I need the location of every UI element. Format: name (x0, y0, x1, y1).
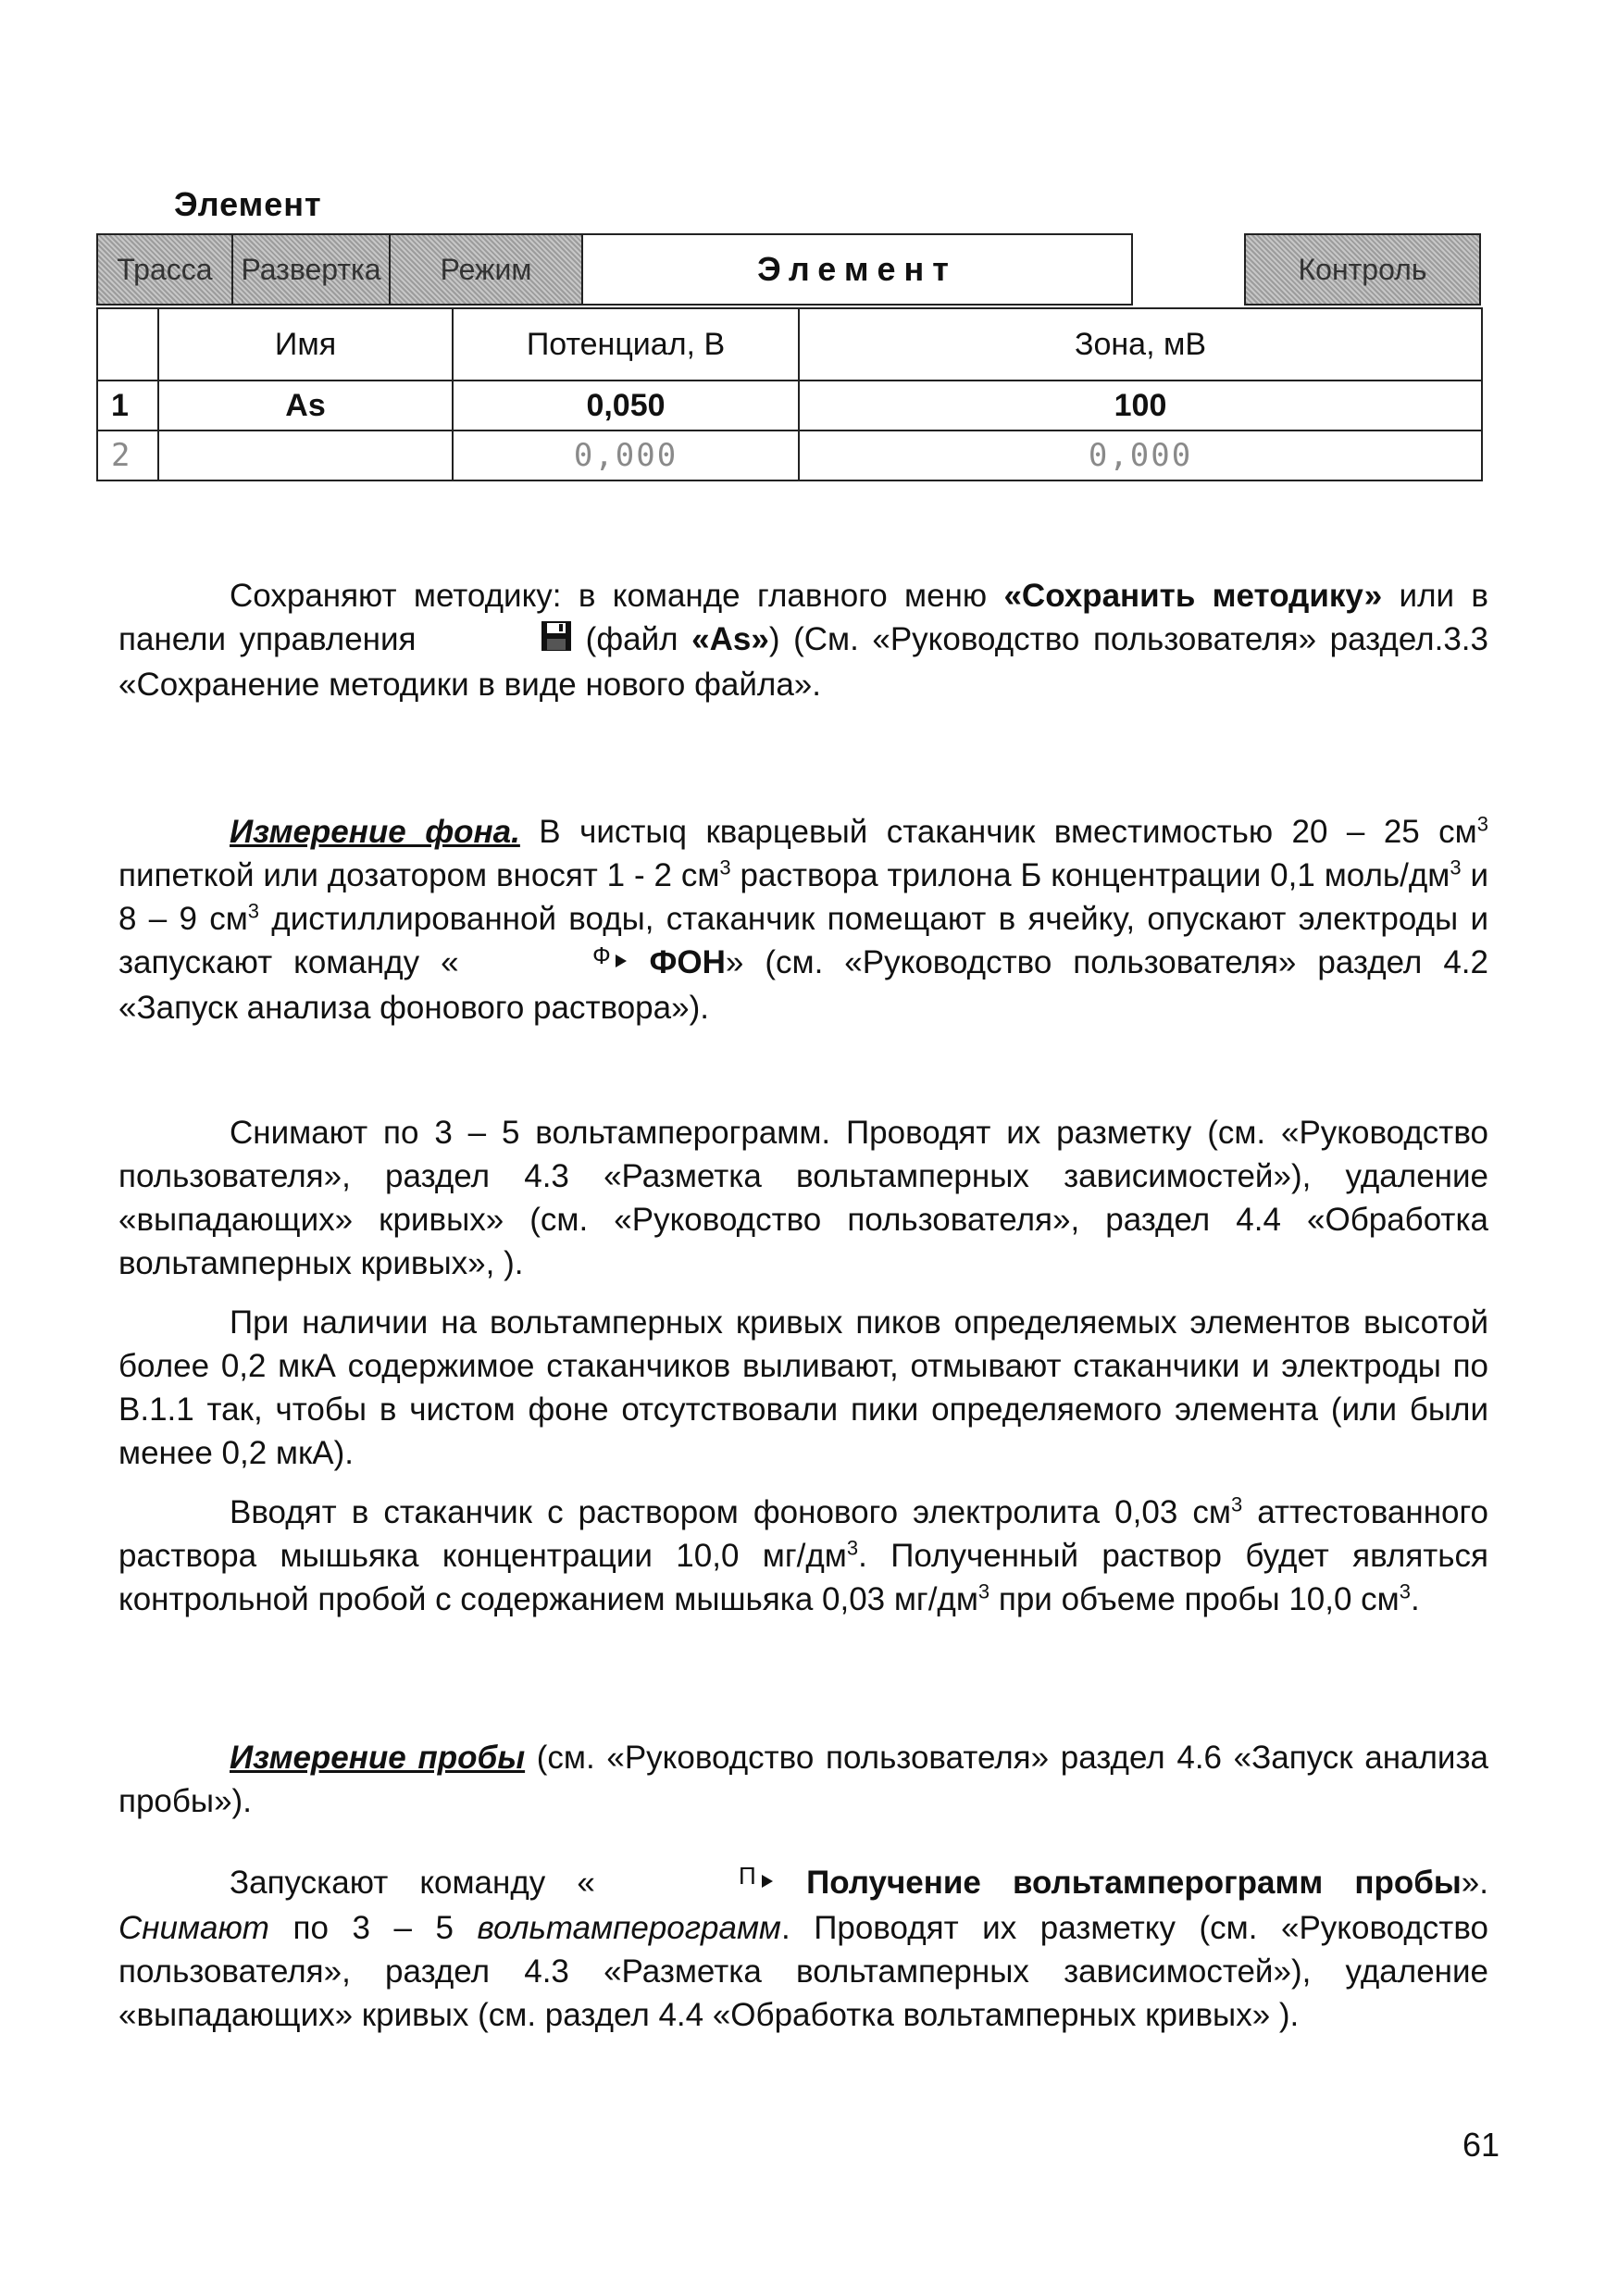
text: ». (1461, 1865, 1488, 1901)
text: . Проводят их разметку (см. «Руководство пользователя», раздел 4.3 «Разметка вольтамперных зависимостей»), удаление «выпадающих» кривых (см. раздел 4.4 «Обработка вольтамперных кривых» ). (118, 1910, 1488, 2033)
table-cell: 1 (97, 381, 158, 430)
superscript: 3 (1399, 1579, 1411, 1603)
superscript: 3 (977, 1579, 990, 1603)
text: (файл (572, 621, 692, 657)
table-header-cell: Потенциал, В (453, 308, 799, 381)
superscript: 3 (1230, 1492, 1243, 1516)
tab-element[interactable]: Элемент (581, 233, 1133, 306)
text: аттестованного раствора мышьяка концентрации 10,0 мг/дм (118, 1494, 1488, 1574)
table-cell: 2 (97, 430, 158, 480)
section-heading: Измерение пробы (230, 1740, 526, 1776)
text: раствора трилона Б концентрации 0,1 моль/дм (730, 857, 1450, 893)
table-cell[interactable]: 0,000 (453, 430, 799, 480)
text: или в панели управления (118, 578, 1488, 657)
paragraph-peaks: При наличии на вольтамперных кривых пиков определяемых элементов высотой более 0,2 мкА содержимое стаканчиков выливают, отмывают стаканчики и электроды по В.1.1 так, чтобы в чистом фоне отсутствовали пики определяемого элемента (или были менее 0,2 мкА). (118, 1304, 1488, 1471)
superscript: 3 (1450, 855, 1462, 880)
table-cell[interactable]: 100 (799, 381, 1482, 430)
text: ) (См. «Руководство пользователя» раздел.3.3 «Сохранение методики в виде нового файла». (118, 621, 1488, 703)
paragraph-control-sample (118, 1491, 1488, 1621)
floppy-disk-icon (429, 619, 572, 663)
text: Сохраняют методику: в команде главного меню (230, 578, 1004, 614)
superscript: 3 (247, 899, 260, 923)
superscript: 3 (1476, 812, 1488, 836)
svg-text:Ф: Ф (591, 942, 611, 969)
text-bold: ФОН (649, 944, 726, 980)
text: В чистыq кварцевый стаканчик вместимостью 20 – 25 см (519, 814, 1477, 850)
text-bold: «As» (691, 621, 769, 657)
tab-kontrol[interactable]: Контроль (1244, 233, 1481, 306)
table-header-cell: Имя (158, 308, 453, 381)
text-italic: Снимают (118, 1910, 269, 1946)
text-italic: вольтамперограмм (477, 1910, 781, 1946)
element-table-widget (96, 233, 1481, 502)
text: пипеткой или дозатором вносят 1 - 2 см (118, 857, 720, 893)
text: . Полученный раствор будет являться контрольной пробой с содержанием мышьяка 0,03 мг/дм (118, 1538, 1488, 1617)
tab-razvertka[interactable]: Развертка (231, 233, 391, 306)
text: » (см. «Руководство пользователя» раздел 4.2 «Запуск анализа фонового раствора»). (118, 944, 1488, 1026)
text-bold: «Сохранить методику» (1003, 578, 1383, 614)
table-cell[interactable] (158, 430, 453, 480)
table-row[interactable] (97, 430, 1482, 480)
superscript: 3 (846, 1536, 859, 1560)
text: дистиллированной воды, стаканчик помещают в ячейку, опускают электроды и запускают команду « (118, 901, 1488, 980)
paragraph-sample-run (118, 1861, 1488, 2037)
text: и 8 – 9 см (118, 857, 1488, 937)
table-header-cell (97, 308, 158, 381)
paragraph-voltammograms: Снимают по 3 – 5 вольтамперограмм. Проводят их разметку (см. «Руководство пользователя», раздел 4.3 «Разметка вольтамперных зависимостей»), удаление «выпадающих» кривых» (см. «Руководство пользователя», раздел 4.4 «Обработка вольтамперных кривых», ). (118, 1115, 1488, 1281)
paragraph-background-measure (118, 810, 1488, 1029)
text: . (1410, 1581, 1420, 1617)
section-heading: Измерение фона. (230, 814, 520, 850)
table-cell[interactable]: 0,000 (799, 430, 1482, 480)
text: Вводят в стаканчик с раствором фонового электролита 0,03 см (230, 1494, 1231, 1530)
text: Запускают команду « (230, 1865, 627, 1901)
table-cell[interactable]: 0,050 (453, 381, 799, 430)
background-run-icon (480, 942, 629, 986)
text: (см. «Руководство пользователя» раздел 4.6 «Запуск анализа пробы»). (118, 1740, 1488, 1819)
paragraph-sample-measure (118, 1736, 1488, 1823)
text: при объеме пробы 10,0 см (989, 1581, 1400, 1617)
sample-run-icon (627, 1862, 775, 1906)
text: по 3 – 5 (268, 1910, 478, 1946)
table-header-cell: Зона, мВ (799, 308, 1482, 381)
paragraph-save-method (118, 574, 1488, 706)
text-bold: Получение вольтамперограмм пробы (806, 1865, 1462, 1901)
superscript: 3 (719, 855, 731, 880)
tab-trassa[interactable]: Трасса (96, 233, 233, 306)
svg-text:П: П (738, 1862, 756, 1890)
element-table (96, 307, 1483, 481)
page-number: 61 (1462, 2126, 1500, 2164)
widget-caption: Элемент (174, 185, 322, 223)
tab-bar (96, 233, 1481, 307)
table-header-row (97, 308, 1482, 381)
tab-rezhim[interactable]: Режим (389, 233, 583, 306)
table-cell[interactable]: As (158, 381, 453, 430)
table-row[interactable] (97, 381, 1482, 430)
